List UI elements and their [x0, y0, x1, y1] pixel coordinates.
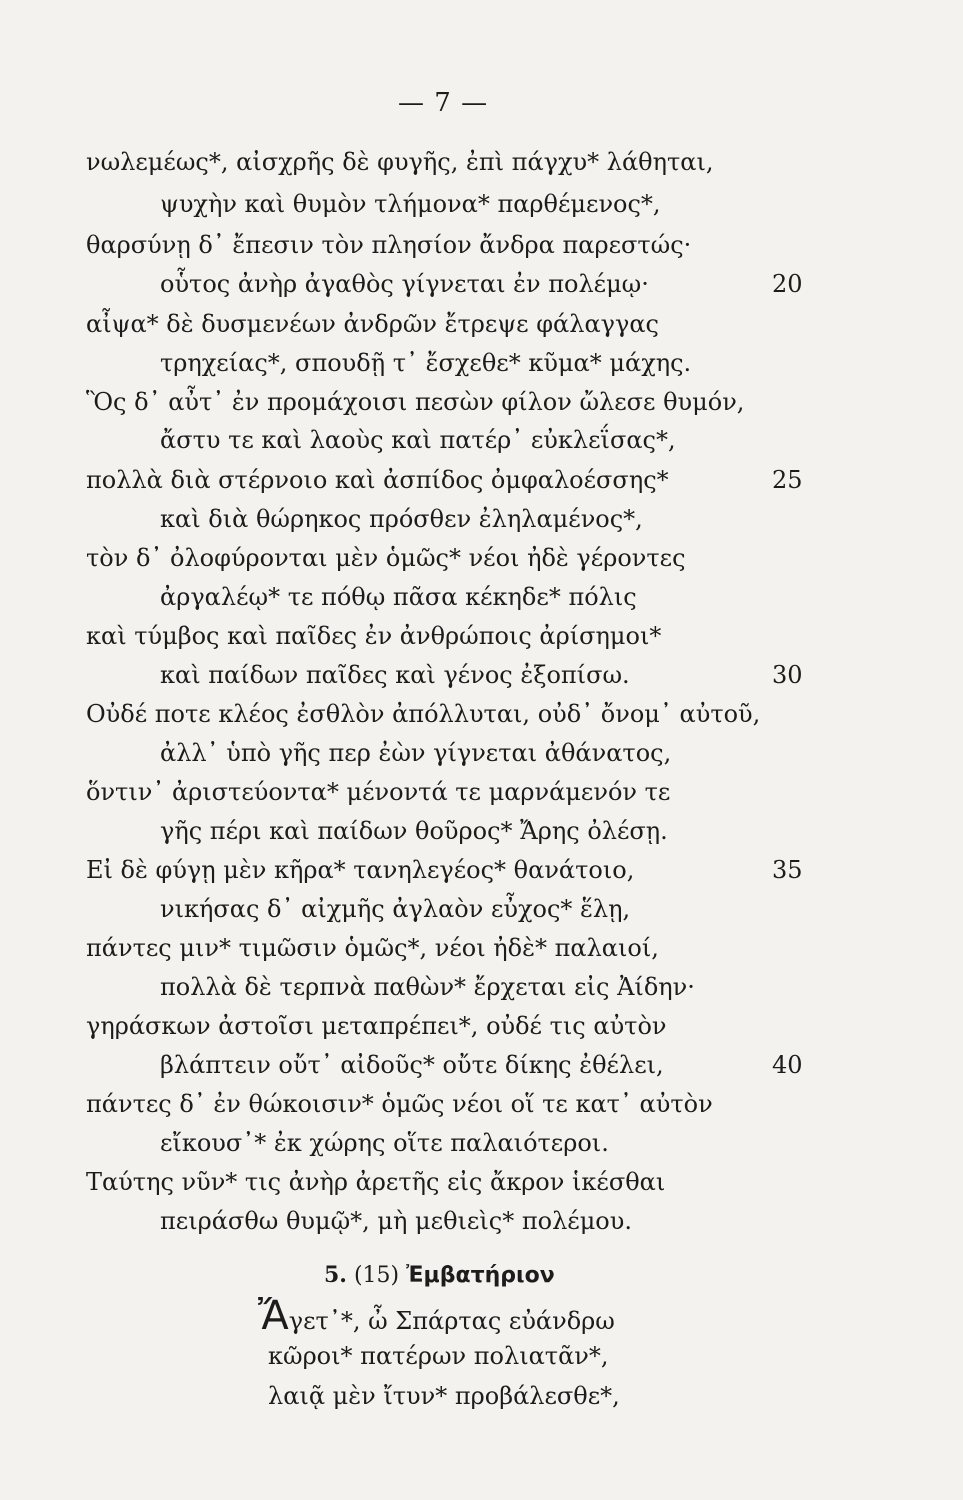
line-text: κῶροι* πατέρων πολιατᾶν*,	[268, 1342, 609, 1370]
poem-line	[86, 233, 691, 257]
poem-line	[160, 1131, 609, 1155]
poem-line	[160, 507, 643, 531]
line-text: γηράσκων ἀστοῖσι μεταπρέπει*, οὐδέ τις αὐτὸν	[86, 1012, 667, 1040]
poem-line	[160, 897, 630, 921]
line-text: Ὃς δ᾽ αὖτ᾽ ἐν προμάχοισι πεσὼν φίλον ὤλεσε θυμόν,	[86, 388, 745, 416]
poem-line	[86, 468, 669, 492]
line-text: θαρσύνῃ δ᾽ ἔπεσιν τὸν πλησίον ἄνδρα παρεστώς·	[86, 231, 692, 259]
line-text: Εἰ δὲ φύγῃ μὲν κῆρα* τανηλεγέος* θανάτοιο,	[86, 856, 635, 884]
section-number: 5.	[324, 1262, 347, 1288]
section-heading	[324, 1262, 555, 1288]
drop-cap: Ἄ	[258, 1293, 289, 1339]
line-text: νωλεμέως*, αἰσχρῆς δὲ φυγῆς, ἐπὶ πάγχυ* λάθηται,	[86, 148, 714, 176]
line-text: τρηχείας*, σπουδῇ τ᾽ ἔσχεθε* κῦμα* μάχης.	[160, 349, 692, 377]
section-line	[268, 1344, 609, 1368]
line-text: Ταύτης νῦν* τις ἀνὴρ ἀρετῆς εἰς ἄκρον ἱκέσθαι	[86, 1168, 666, 1196]
line-text: ὅντιν᾽ ἀριστεύοντα* μένοντά τε μαρνάμενόν τε	[86, 778, 671, 806]
poem-line	[86, 858, 634, 882]
line-number: 40	[772, 1051, 803, 1079]
line-text: αἶψα* δὲ δυσμενέων ἀνδρῶν ἔτρεψε φάλαγγας	[86, 310, 659, 338]
line-text: ἀργαλέῳ* τε πόθῳ πᾶσα κέκηδε* πόλις	[160, 583, 637, 611]
poem-line	[160, 1209, 632, 1233]
line-text: καὶ τύμβος καὶ παῖδες ἐν ἀνθρώποις ἀρίσημοι*	[86, 622, 662, 650]
poem-line	[86, 546, 686, 570]
line-text: βλάπτειν οὔτ᾽ αἰδοῦς* οὔτε δίκης ἐθέλει,	[160, 1051, 664, 1079]
line-text: νικήσας δ᾽ αἰχμῆς ἀγλαὸν εὖχος* ἕλῃ,	[160, 895, 631, 923]
line-text: γετ᾽*, ὦ Σπάρτας εὐάνδρω	[288, 1307, 615, 1335]
poem-line	[86, 150, 714, 174]
line-text: πειράσθω θυμῷ*, μὴ μεθιεὶς* πολέμου.	[160, 1207, 632, 1235]
poem-line	[86, 1014, 667, 1038]
poem-line	[86, 936, 659, 960]
poem-line	[86, 1170, 665, 1194]
poem-line	[160, 819, 668, 843]
line-number: 30	[772, 661, 803, 689]
line-text: λαιᾷ μὲν ἴτυν* προβάλεσθε*,	[268, 1382, 620, 1410]
poem-line	[160, 585, 637, 609]
page-number: — 7 —	[398, 88, 489, 118]
poem-line	[160, 975, 695, 999]
poem-line	[160, 428, 676, 452]
line-text: ἀλλ᾽ ὑπὸ γῆς περ ἐὼν γίγνεται ἀθάνατος,	[160, 739, 672, 767]
line-text: ἄστυ τε καὶ λαοὺς καὶ πατέρ᾽ εὐκλεΐσας*,	[160, 426, 676, 454]
line-text: τὸν δ᾽ ὀλοφύρονται μὲν ὁμῶς* νέοι ἠδὲ γέροντες	[86, 544, 686, 572]
line-text: οὗτος ἀνὴρ ἀγαθὸς γίγνεται ἐν πολέμῳ·	[160, 270, 649, 298]
poem-line	[160, 351, 691, 375]
line-text: εἴκουσ᾽* ἐκ χώρης οἵτε παλαιότεροι.	[160, 1129, 609, 1157]
section-line	[258, 1293, 615, 1339]
poem-line	[160, 663, 630, 687]
poem-line	[86, 702, 760, 726]
line-text: γῆς πέρι καὶ παίδων θοῦρος* Ἄρης ὀλέσῃ.	[160, 817, 668, 845]
line-number: 25	[772, 466, 803, 494]
line-number: 35	[772, 856, 803, 884]
line-text: πάντες δ᾽ ἐν θώκοισιν* ὁμῶς νέοι οἵ τε κατ᾽ αὐτὸν	[86, 1090, 713, 1118]
line-number: 20	[772, 270, 803, 298]
line-text: καὶ διὰ θώρηκος πρόσθεν ἐληλαμένος*,	[160, 505, 643, 533]
section-line	[268, 1384, 620, 1408]
line-text: πάντες μιν* τιμῶσιν ὁμῶς*, νέοι ἠδὲ* παλαιοί,	[86, 934, 659, 962]
line-text: πολλὰ διὰ στέρνοιο καὶ ἀσπίδος ὀμφαλοέσσης*	[86, 466, 669, 494]
line-text: καὶ παίδων παῖδες καὶ γένος ἐξοπίσω.	[160, 661, 630, 689]
section-ref: (15)	[353, 1263, 400, 1288]
poem-line	[86, 312, 659, 336]
poem-line	[86, 390, 744, 414]
poem-line	[160, 1053, 664, 1077]
poem-line	[86, 624, 661, 648]
section-title: Ἐμβατήριον	[406, 1263, 555, 1288]
line-text: πολλὰ δὲ τερπνὰ παθὼν* ἔρχεται εἰς Ἀίδην·	[160, 973, 695, 1001]
poem-line	[86, 1092, 713, 1116]
line-text: Οὐδέ ποτε κλέος ἐσθλὸν ἀπόλλυται, οὐδ᾽ ὄνομ᾽ αὐτοῦ,	[86, 700, 761, 728]
line-text: ψυχὴν καὶ θυμὸν τλήμονα* παρθέμενος*,	[160, 190, 661, 218]
poem-line	[86, 780, 670, 804]
poem-line	[160, 192, 661, 216]
poem-line	[160, 272, 649, 296]
poem-line	[160, 741, 671, 765]
